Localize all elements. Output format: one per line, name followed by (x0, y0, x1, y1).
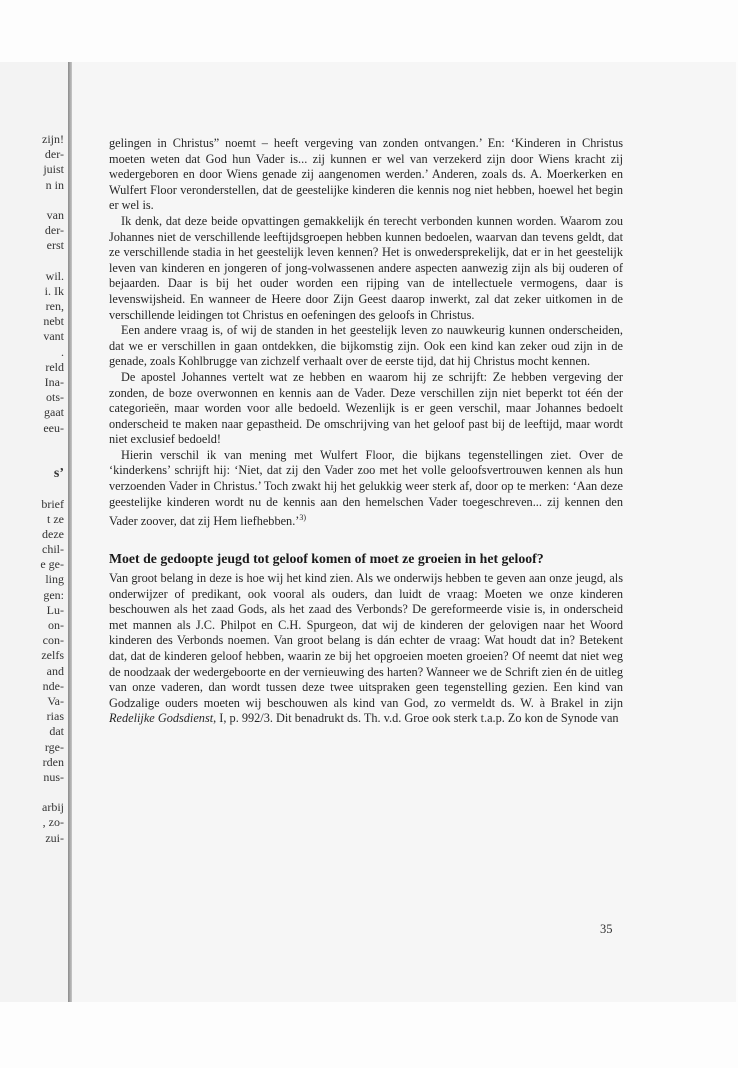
left-fragment: n in (45, 177, 64, 192)
left-fragment (40, 193, 64, 208)
left-fragment: nebt (43, 314, 64, 329)
left-fragment: van (46, 207, 64, 222)
left-fragment: Va- (47, 693, 64, 708)
left-fragment: s’ (53, 466, 64, 482)
left-fragment: deze (42, 526, 64, 541)
left-fragment: der- (44, 147, 64, 162)
left-fragment: . (61, 344, 64, 359)
left-fragment: vant (43, 329, 64, 344)
left-fragment: rge- (44, 739, 64, 754)
left-fragment: gaat (44, 405, 64, 420)
left-fragment (40, 481, 64, 496)
left-fragment: rias (46, 709, 64, 724)
left-fragment: e ge- (40, 557, 64, 572)
paragraph-4: De apostel Johannes vertelt wat ze hebben en waarom hij ze schrijft: Ze hebben vergeving der zonden, de boze overwonnen en kennis aan de Vader. Deze verschillen zijn niet beperkt tot één der categorieën, maar worden voor alle bedoeld. Wezenlijk is er geen verschil, maar Johannes bedoelt onderscheid te maken naar gepastheid. De omschrijving van het geloof past bij de leeftijd, maar wordt niet exclusief bedoeld! (109, 369, 623, 447)
left-fragment: reld (45, 359, 64, 374)
left-fragment: arbij (42, 800, 64, 815)
left-fragment (40, 254, 64, 269)
page-number: 35 (600, 922, 613, 936)
paragraph-6-text-b: , I, p. 992/3. Dit benadrukt ds. Th. v.d. Groe ook sterk t.a.p. Zo kon de Synode van (213, 711, 619, 726)
page-content (109, 136, 623, 727)
paragraph-6 (109, 571, 623, 727)
left-fragment: and (46, 663, 64, 678)
left-fragment: on- (48, 618, 64, 632)
left-fragment: zijn! (42, 132, 64, 146)
paragraph-5 (109, 448, 623, 530)
left-fragment: juist (43, 162, 64, 177)
left-page-text-fragments (40, 132, 64, 846)
left-fragment: chil- (42, 542, 64, 557)
left-fragment: ots- (46, 390, 64, 405)
left-fragment: rden (42, 754, 64, 769)
left-fragment: Lu- (46, 602, 64, 617)
left-fragment: der- (44, 223, 64, 238)
left-fragment: dat (49, 724, 64, 739)
footnote-marker: 3) (299, 513, 307, 523)
left-fragment: brief (41, 496, 64, 511)
paragraph-5-text: Hierin verschil ik van mening met Wulfert Floor, die bijkans tegenstellingen ziet. Over de ‘kinderkens’ schrijft hij: ‘Niet, dat zij den Vader zoo met het volle geloofsvertrouwen kennen als hun verzoenden Vader in Christus.’ Toch zwakt hij het gelukkig weer sterk af, door op te merken: ‘Aan deze geestelijke kinderen wordt nu de kennis aan den hemelschen Vader toegeschreven... zij kennen den Vader zoover, dat zij Hem liefhebben.’ (109, 447, 623, 529)
book-title: Redelijke Godsdienst (109, 711, 214, 726)
left-fragment: i. Ik (44, 283, 64, 298)
left-fragment: wil. (45, 268, 64, 283)
left-fragment: ling (45, 572, 64, 587)
left-fragment: zelfs (41, 648, 64, 663)
left-fragment (40, 785, 64, 800)
left-fragment: eeu- (43, 420, 64, 435)
left-fragment (40, 451, 64, 466)
left-fragment: nus- (43, 769, 64, 784)
paragraph-6-text-a: Van groot belang in deze is hoe wij het kind zien. Als we onderwijs hebben te geven aan onze jeugd, als onderwijzer of predikant, ook vooral als ouders, dan luidt de vraag: Moeten we onze kinderen beschouwen als het zaad Gods, als het zaad des Verbonds? De gereformeerde visie is, in onderscheid met mannen als J.C. Philpot en C.H. Spurgeon, dat wij de kinderen der gelovigen naar het Woord kinderen des Verbonds noemen. Van groot belang is dán echter de vraag: Wat houdt dat in? Betekent dat, dat de kinderen geloof hebben, waarin ze bij het opgroeien moeten groeien? Of neemt dat niet weg de noodzaak der wedergeboorte en der vernieuwing des harten? Wanneer we de Schrift zien én de uitleg van onze vaderen, dan wordt tussen deze twee uitspraken geen tegenstelling gezien. Een kind van Godzalige ouders moeten wij beschouwen als kind van God, zo vermeldt ds. W. à Brakel in zijn (109, 570, 623, 710)
left-fragment: Ina- (44, 375, 64, 389)
left-fragment: , zo- (42, 815, 64, 830)
left-fragment: zui- (45, 830, 64, 845)
section-heading: Moet de gedoopte jeugd tot geloof komen of moet ze groeien in het geloof? (109, 550, 544, 566)
left-page-edge (0, 62, 68, 1002)
left-fragment: ren, (45, 299, 64, 314)
left-fragment: erst (46, 238, 64, 253)
left-fragment: con- (42, 633, 64, 648)
left-fragment: gen: (43, 587, 64, 602)
left-fragment (40, 436, 64, 451)
left-fragment: nde- (42, 678, 64, 693)
paragraph-1: gelingen in Christus” noemt – heeft vergeving van zonden ontvangen.’ En: ‘Kinderen in Christus moeten weten dat God hun Vader is... zij kunnen er wel van verzekerd zijn door Wiens kracht zij wedergeboren en door Wiens genade zij aangenomen werden.’ Anderen, zoals ds. A. Moerkerken en Wulfert Floor veronderstellen, dat de geestelijke kinderen die kennis nog niet hebben, hoewel het begin er wel is. (109, 136, 623, 213)
paragraph-3: Een andere vraag is, of wij de standen in het geestelijk leven zo nauwkeurig kunnen onderscheiden, dat we er verschillen in gaan ontdekken, die bijkomstig zijn. Ook een kind kan zeker oud zijn in de genade, zoals Kohlbrugge van zichzelf verhaalt over de eerste tijd, dat hij Christus mocht kennen. (109, 323, 623, 369)
left-fragment: t ze (47, 511, 64, 526)
paragraph-2: Ik denk, dat deze beide opvattingen gemakkelijk én terecht verbonden kunnen worden. Waarom zou Johannes niet de verschillende leeftijdsgroepen hebben kunnen bedoelen, waarvan dan tevens geldt, dat ze verschillende stadia in het geestelijk leven kennen? Het is onwedersprekelijk, dat er in het geestelijk leven van kinderen en jongeren of jong-volwassenen andere aspecten aanwezig zijn als bij ouderen of bejaarden. Daar is bij het ouder worden een rijping van de intellectuele vermogens, daar is levenswijsheid. En wanneer de Heere door Zijn Geest daarop inwerkt, zal dat zeker uitkomen in de verschillende leidingen tot Christus en oefeningen des geloofs in Christus. (109, 213, 623, 322)
